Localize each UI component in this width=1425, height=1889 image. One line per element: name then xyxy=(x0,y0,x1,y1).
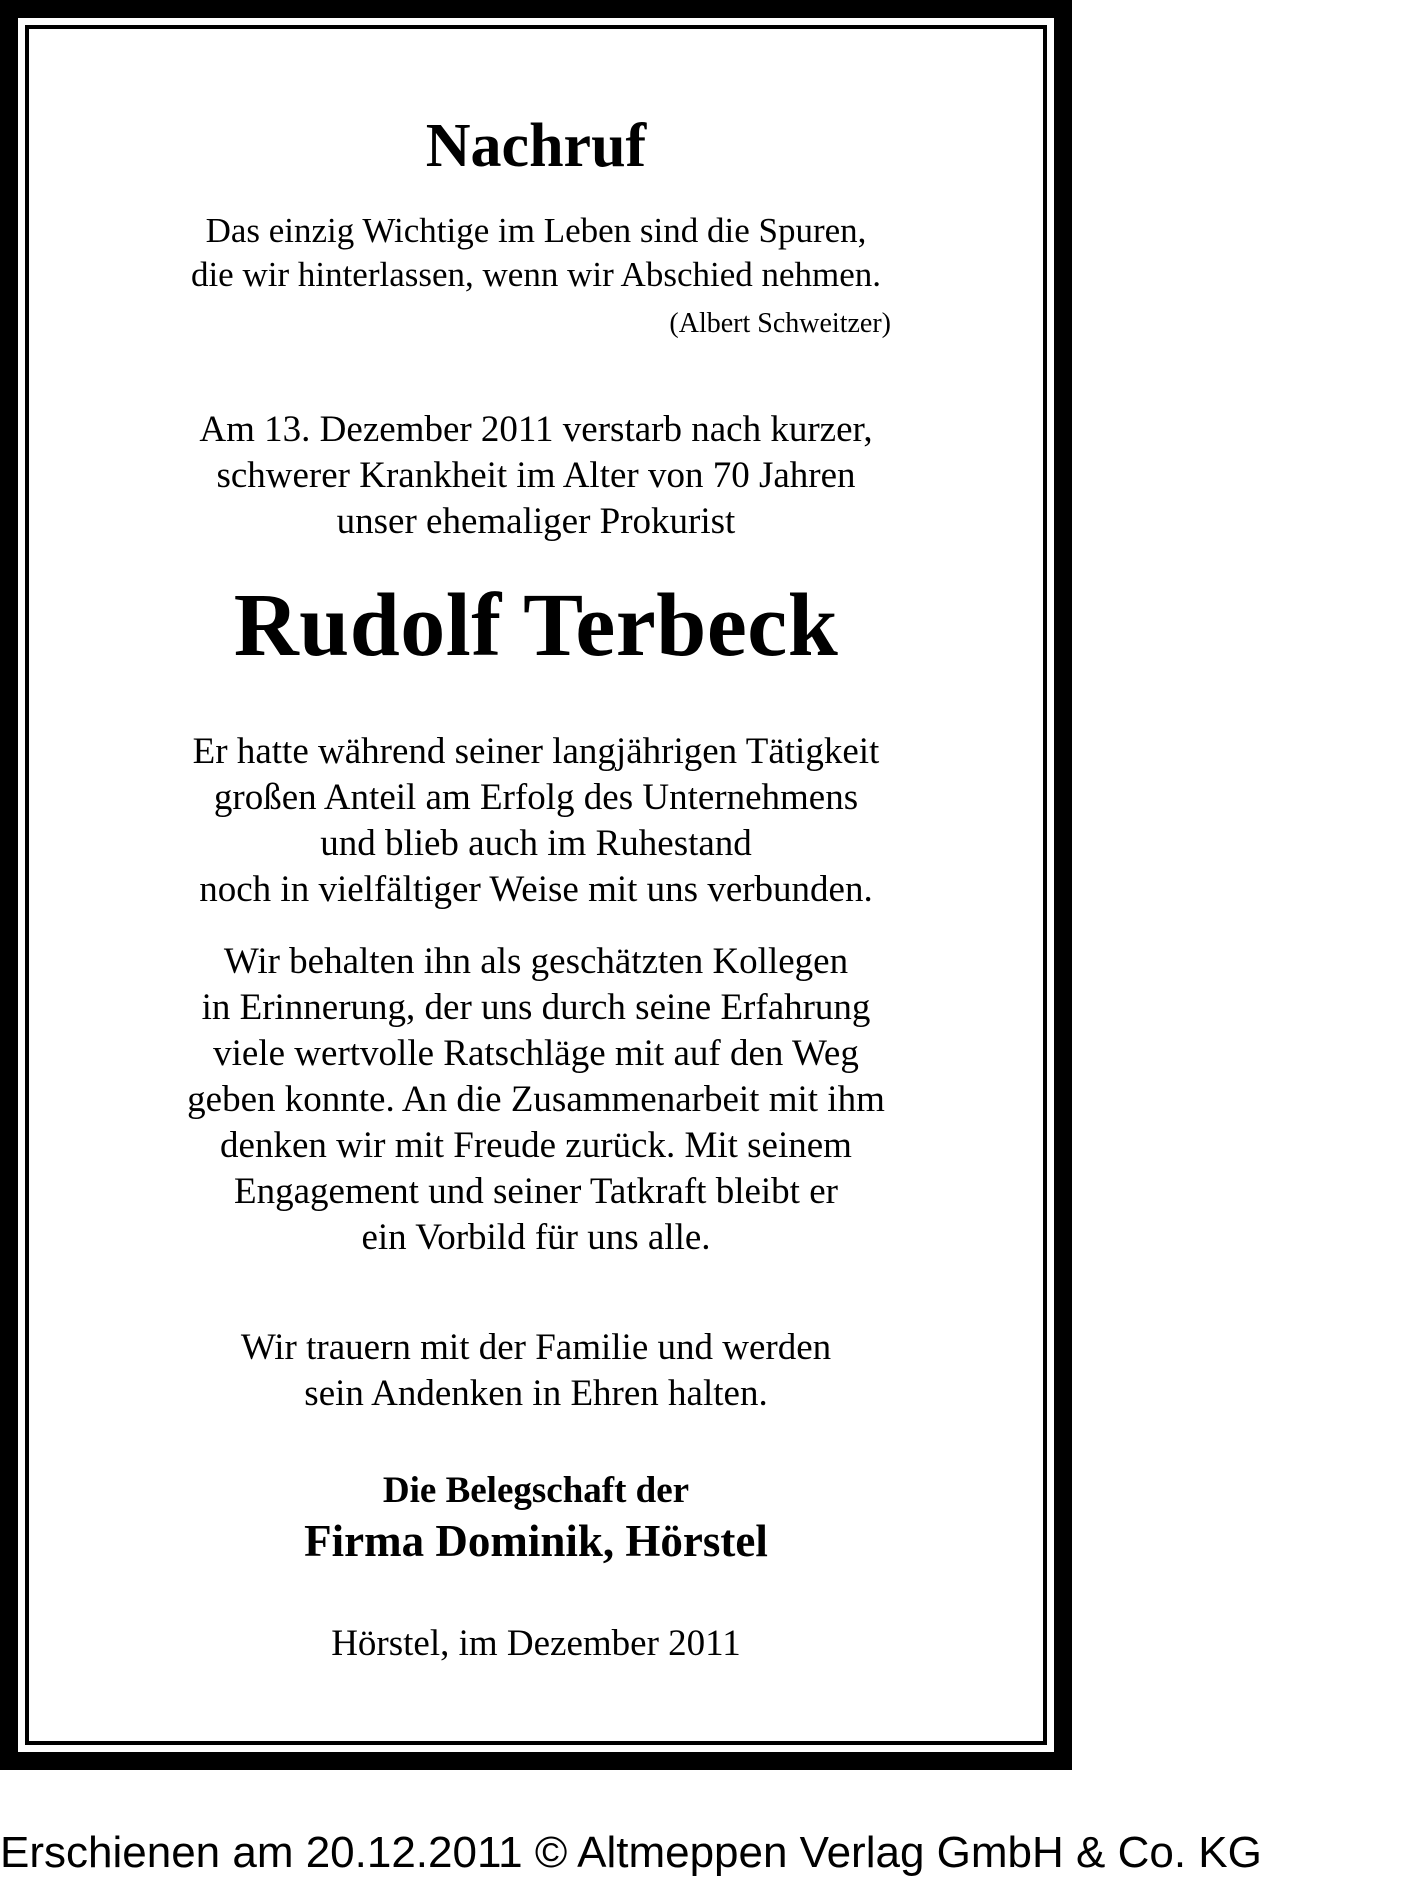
frame-gap xyxy=(18,18,1054,1752)
paragraph-line: Engagement und seiner Tatkraft bleibt er xyxy=(234,1171,838,1212)
quote-author: (Albert Schweitzer) xyxy=(669,308,891,339)
quote-line: die wir hinterlassen, wenn wir Abschied nehmen. xyxy=(190,255,882,294)
paragraph-memory xyxy=(29,939,1043,1261)
notice-title: Nachruf xyxy=(425,112,647,180)
paragraph-line: in Erinnerung, der uns durch seine Erfahrung xyxy=(201,987,871,1028)
intro-line: schwerer Krankheit im Alter von 70 Jahren xyxy=(216,455,856,496)
deceased-name: Rudolf Terbeck xyxy=(233,576,839,675)
intro-line: unser ehemaliger Prokurist xyxy=(336,501,736,542)
paragraph-line: Wir trauern mit der Familie und werden xyxy=(240,1327,832,1368)
paragraph-mourning xyxy=(29,1325,1043,1417)
signature-company: Firma Dominik, Hörstel xyxy=(304,1516,768,1566)
intro-text xyxy=(29,407,1043,545)
paragraph-line: sein Andenken in Ehren halten. xyxy=(304,1373,768,1414)
obituary-notice xyxy=(25,25,1047,1745)
publication-footer: Erschienen am 20.12.2011 © Altmeppen Verlag GmbH & Co. KG xyxy=(0,1828,1262,1877)
quote-line: Das einzig Wichtige im Leben sind die Spuren, xyxy=(205,211,867,250)
paragraph-line: ein Vorbild für uns alle. xyxy=(361,1217,711,1258)
quote xyxy=(29,209,1043,297)
paragraph-line: noch in vielfältiger Weise mit uns verbunden. xyxy=(199,869,873,910)
intro-line: Am 13. Dezember 2011 verstarb nach kurzer, xyxy=(199,409,873,450)
paragraph-line: viele wertvolle Ratschläge mit auf den Weg xyxy=(213,1033,859,1074)
paragraph-line: denken wir mit Freude zurück. Mit seinem xyxy=(220,1125,852,1166)
signature-staff: Die Belegschaft der xyxy=(382,1470,690,1511)
paragraph-line: Wir behalten ihn als geschätzten Kollegen xyxy=(223,941,849,982)
paragraph-career xyxy=(29,729,1043,913)
place-date: Hörstel, im Dezember 2011 xyxy=(331,1623,741,1664)
paragraph-line: und blieb auch im Ruhestand xyxy=(320,823,752,864)
paragraph-line: Er hatte während seiner langjährigen Tätigkeit xyxy=(192,731,880,772)
paragraph-line: großen Anteil am Erfolg des Unternehmens xyxy=(213,777,859,818)
paragraph-line: geben konnte. An die Zusammenarbeit mit ihm xyxy=(187,1079,885,1120)
